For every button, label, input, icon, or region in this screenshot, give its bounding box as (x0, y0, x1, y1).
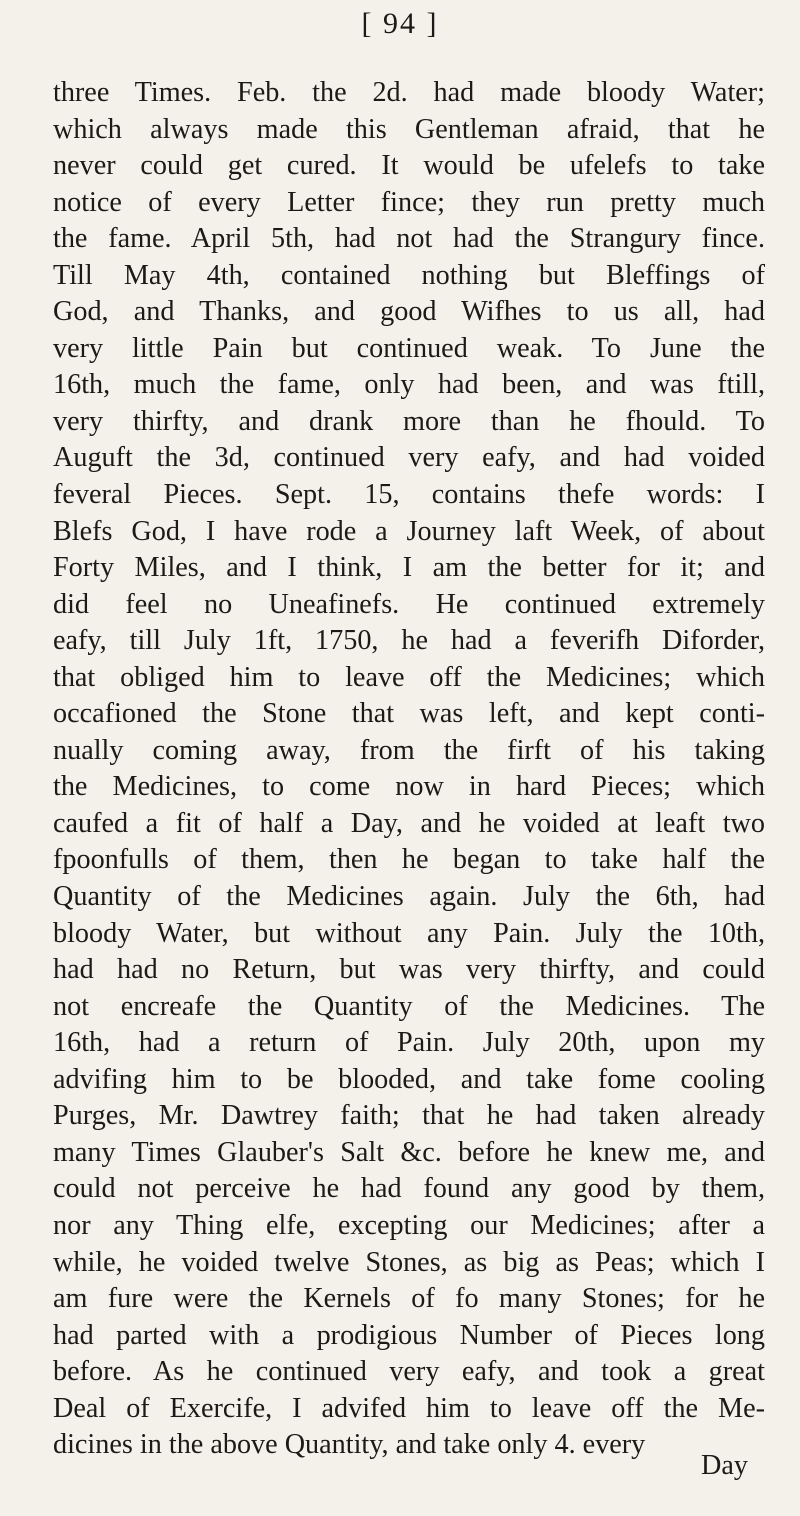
text-line: God, and Thanks, and good Wifhes to us all, had (53, 296, 765, 328)
text-line: Blefs God, I have rode a Journey laft Week, of about (53, 515, 765, 547)
text-line: could not perceive he had found any good by them, (53, 1173, 765, 1205)
text-line: occafioned the Stone that was left, and kept conti- (53, 698, 765, 730)
text-line: many Times Glauber's Salt &c. before he knew me, and (53, 1136, 765, 1168)
text-line: 16th, much the fame, only had been, and was ftill, (53, 369, 765, 401)
text-line: fpoonfulls of them, then he began to take half the (53, 844, 765, 876)
text-line: Deal of Exercife, I advifed him to leave off the Me- (53, 1392, 765, 1424)
text-line: Till May 4th, contained nothing but Bleffings of (53, 259, 765, 291)
text-line: while, he voided twelve Stones, as big as Peas; which I (53, 1246, 765, 1278)
text-line: advifing him to be blooded, and take fome cooling (53, 1063, 765, 1095)
text-line: Forty Miles, and I think, I am the better for it; and (53, 552, 765, 584)
text-line: not encreafe the Quantity of the Medicines. The (53, 990, 765, 1022)
text-line: the Medicines, to come now in hard Pieces; which (53, 771, 765, 803)
text-line: caufed a fit of half a Day, and he voided at leaft two (53, 807, 765, 839)
catchword: Day (701, 1450, 748, 1481)
text-line: which always made this Gentleman afraid, that he (53, 113, 765, 145)
text-line: eafy, till July 1ft, 1750, he had a feverifh Diforder, (53, 625, 765, 657)
text-line: very thirfty, and drank more than he fhould. To (53, 405, 765, 437)
text-line: dicines in the above Quantity, and take only 4. every (53, 1429, 646, 1461)
text-line: Purges, Mr. Dawtrey faith; that he had taken already (53, 1100, 765, 1132)
text-line: bloody Water, but without any Pain. July the 10th, (53, 917, 765, 949)
text-line: notice of every Letter fince; they run pretty much (53, 186, 765, 218)
text-line: am fure were the Kernels of fo many Stones; for he (53, 1283, 765, 1315)
text-line: three Times. Feb. the 2d. had made bloody Water; (53, 77, 765, 108)
text-line: did feel no Uneafinefs. He continued extremely (53, 588, 765, 620)
text-line: never could get cured. It would be ufelefs to take (53, 150, 765, 182)
text-line: nor any Thing elfe, excepting our Medicines; after a (53, 1209, 765, 1241)
text-line: feveral Pieces. Sept. 15, contains thefe words: I (53, 479, 765, 511)
text-line: Quantity of the Medicines again. July the 6th, had (53, 881, 765, 913)
page-number: [ 94 ] (361, 7, 439, 40)
text-line: the fame. April 5th, had not had the Strangury fince. (53, 223, 765, 255)
text-line: had had no Return, but was very thirfty, and could (53, 954, 765, 986)
text-line: very little Pain but continued weak. To June the (53, 332, 765, 364)
text-line: Auguft the 3d, continued very eafy, and had voided (53, 442, 765, 474)
body-text (53, 75, 765, 1464)
text-line: nually coming away, from the firft of his taking (53, 734, 765, 766)
text-line: had parted with a prodigious Number of Pieces long (53, 1319, 765, 1351)
text-line: 16th, had a return of Pain. July 20th, upon my (53, 1027, 765, 1059)
text-line: that obliged him to leave off the Medicines; which (53, 661, 765, 693)
text-line: before. As he continued very eafy, and took a great (53, 1356, 765, 1388)
